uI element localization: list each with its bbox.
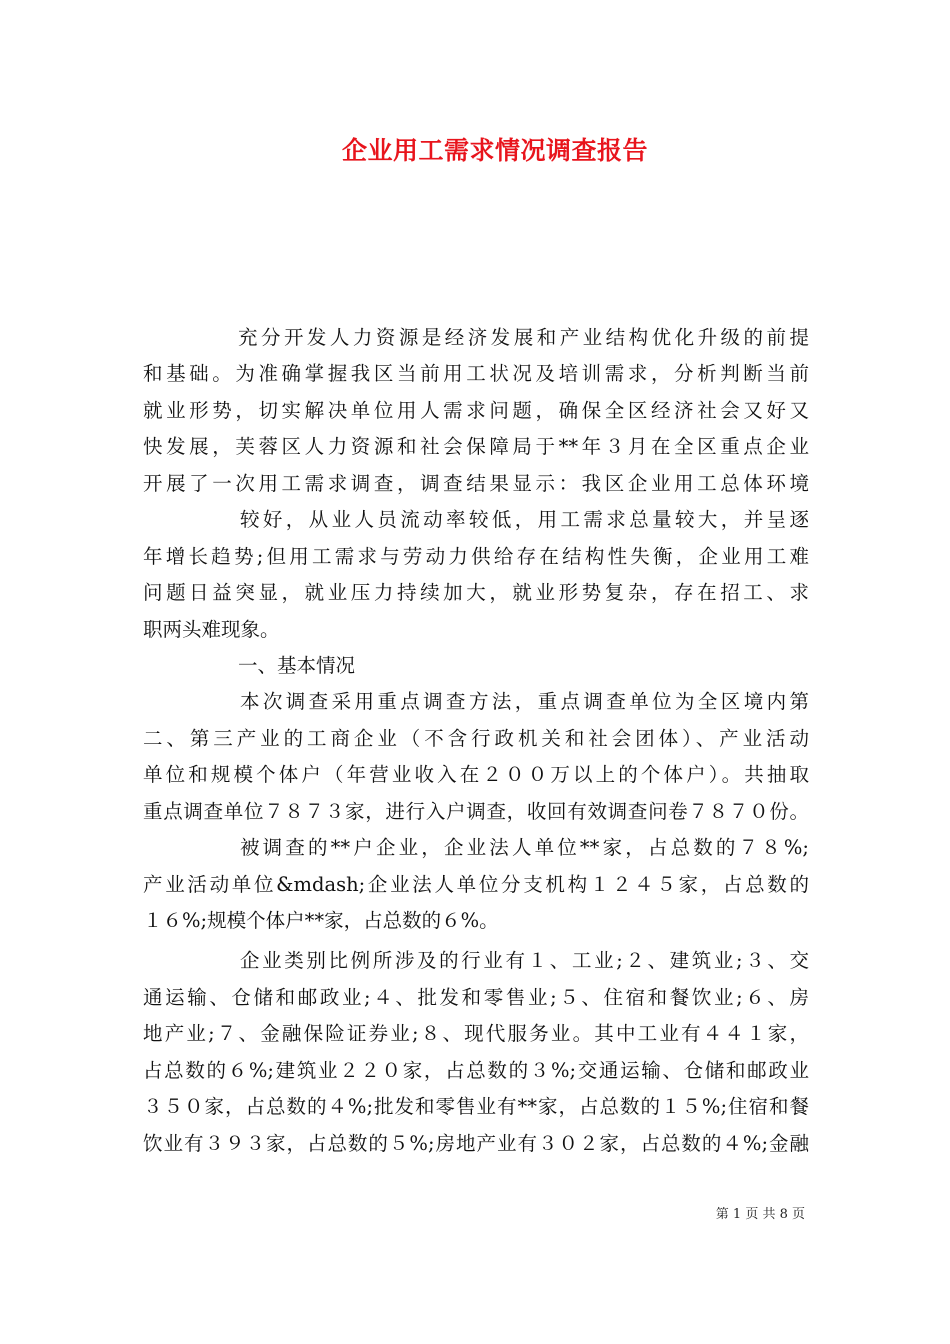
- page-footer: 第 1 页 共 8 页: [715, 1207, 805, 1222]
- paragraph-line: 本次调查采用重点调查方法，重点调查单位为全区境内第: [240, 690, 809, 714]
- paragraph-line: 企业类别比例所涉及的行业有１、工业;２、建筑业;３、交: [240, 949, 809, 973]
- document-title: 企业用工需求情况调查报告: [341, 136, 648, 165]
- paragraph-line: 通运输、仓储和邮政业;４、批发和零售业;５、住宿和餐饮业;６、房: [143, 985, 809, 1009]
- paragraph-line: 二、第三产业的工商企业（不含行政机关和社会团体）、产业活动: [143, 726, 809, 750]
- paragraph-line: 饮业有３９３家，占总数的５%;房地产业有３０２家，占总数的４%;金融: [143, 1131, 809, 1155]
- paragraph-line: １６%;规模个体户**家，占总数的６%。: [143, 909, 499, 932]
- section-heading: 一、基本情况: [238, 653, 356, 677]
- paragraph-line: 占总数的６%;建筑业２２０家，占总数的３%;交通运输、仓储和邮政业: [143, 1058, 809, 1082]
- paragraph-line: 地产业;７、金融保险证券业;８、现代服务业。其中工业有４４１家，: [143, 1022, 809, 1046]
- paragraph-line: 就业形势，切实解决单位用人需求问题，确保全区经济社会又好又: [143, 398, 809, 422]
- paragraph-line: 职两头难现象。: [143, 617, 280, 641]
- paragraph-line: ３５０家，占总数的４%;批发和零售业有**家，占总数的１５%;住宿和餐: [143, 1095, 809, 1119]
- document-body: [143, 320, 809, 1162]
- paragraph-line: 和基础。为准确掌握我区当前用工状况及培训需求，分析判断当前: [143, 362, 809, 386]
- paragraph-line: 单位和规模个体户（年营业收入在２００万以上的个体户）。共抽取: [143, 763, 809, 787]
- paragraph-line: 年增长趋势;但用工需求与劳动力供给存在结构性失衡，企业用工难: [143, 544, 809, 568]
- paragraph-line: 被调查的**户企业，企业法人单位**家，占总数的７８%;: [240, 836, 809, 860]
- paragraph-line: 产业活动单位&mdash;企业法人单位分支机构１２４５家，占总数的: [143, 872, 809, 896]
- paragraph-line: 重点调查单位７８７３家，进行入户调查，收回有效调查问卷７８７０份。: [143, 799, 809, 823]
- paragraph-line: 较好，从业人员流动率较低，用工需求总量较大，并呈逐: [240, 508, 809, 532]
- paragraph-line: 问题日益突显，就业压力持续加大，就业形势复杂，存在招工、求: [143, 581, 809, 605]
- paragraph-line: 快发展，芙蓉区人力资源和社会保障局于**年３月在全区重点企业: [143, 435, 809, 459]
- paragraph-line: 开展了一次用工需求调查，调查结果显示：我区企业用工总体环境: [143, 471, 809, 495]
- paragraph-line: 充分开发人力资源是经济发展和产业结构优化升级的前提: [238, 326, 809, 349]
